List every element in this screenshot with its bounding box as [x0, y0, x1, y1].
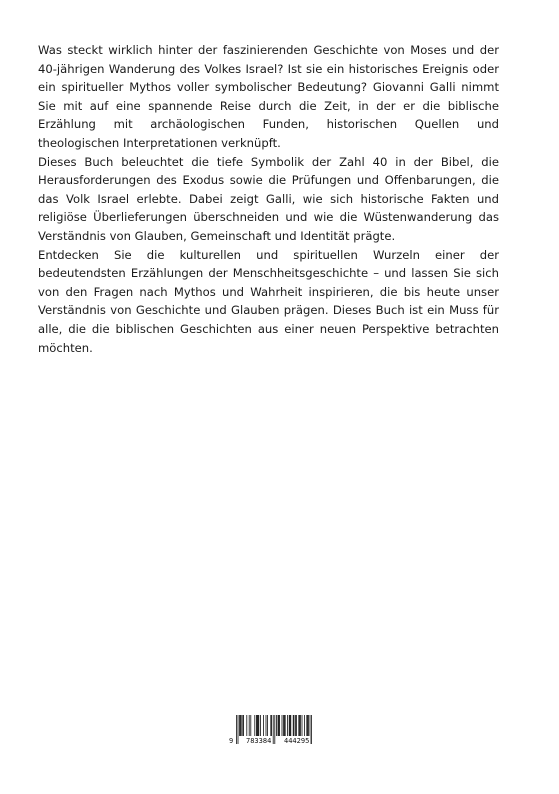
barcode-right-group: 444295	[284, 737, 310, 745]
barcode-bar	[299, 715, 300, 736]
barcode-bar	[246, 715, 247, 736]
barcode-bar	[284, 715, 285, 736]
barcode-bar	[285, 715, 286, 736]
barcode-bar	[279, 715, 280, 736]
barcode-bar	[256, 715, 257, 736]
barcode-bar	[260, 715, 261, 736]
barcode-bar	[304, 715, 305, 736]
barcode-bar	[276, 715, 277, 736]
barcode-bar	[249, 715, 250, 736]
barcode-left-group: 783384	[246, 737, 272, 745]
barcode-first-digit: 9	[229, 737, 234, 745]
barcode-bar	[258, 715, 259, 736]
barcode-bar	[296, 715, 297, 736]
barcode-bar	[307, 715, 308, 736]
blurb-paragraph-1: Was steckt wirklich hinter der faszinierenden Geschichte von Moses und der 40-jährigen Wanderung des Volkes Israel? Ist sie ein historisches Ereignis oder ein spiritueller Mythos voller symbolischer Bedeutung? Giovanni Galli nimmt Sie mit auf eine spannende Reise durch die Zeit, in der er die biblische Erzählung mit archäologischen Funden, historischen Quellen und theologischen Interpretationen verknüpft.	[38, 43, 499, 150]
blurb-paragraph-2: Dieses Buch beleuchtet die tiefe Symbolik der Zahl 40 in der Bibel, die Herausforderungen des Exodus sowie die Prüfungen und Offenbarungen, die das Volk Israel erlebte. Dabei zeigt Galli, wie sich historische Fakten und religiöse Überlieferungen überschneiden und wie die Wüstenwanderung das Verständnis von Glauben, Gemeinschaft und Identität prägte.	[38, 154, 499, 243]
barcode-bar	[243, 715, 244, 736]
barcode-bar	[254, 715, 255, 736]
barcode-bar	[271, 715, 272, 736]
barcode-bar	[289, 715, 290, 736]
barcode-bar	[308, 715, 309, 736]
barcode-bar	[295, 715, 296, 736]
barcode-bar	[270, 715, 271, 736]
barcode-bar	[241, 715, 242, 736]
barcode-bar	[278, 715, 279, 736]
blurb-paragraph-3: Entdecken Sie die kulturellen und spirituellen Wurzeln einer der bedeutendsten Erzählungen der Menschheitsgeschichte – und lassen Sie sich von den Fragen nach Mythos und Wahrheit inspirieren, die bis heute unser Verständnis von Geschichte und Glauben prägen. Dieses Buch ist ein Muss für alle, die die biblischen Geschichten aus einer neuen Perspektive betrachten möchten.	[38, 247, 499, 355]
barcode-bar	[298, 715, 299, 736]
barcode-bar	[267, 715, 268, 736]
barcode-digits	[228, 736, 319, 747]
barcode-bar	[300, 715, 301, 736]
barcode-bar	[250, 715, 251, 736]
barcode-bar	[257, 715, 258, 736]
barcode-bar	[294, 715, 295, 736]
barcode-bar	[278, 715, 279, 736]
barcode-bar	[302, 715, 303, 736]
barcode-bar	[306, 715, 307, 736]
barcode-bar	[240, 715, 241, 736]
barcode-bar	[266, 715, 267, 736]
barcode-bar	[263, 715, 264, 736]
barcode-bar	[239, 715, 240, 736]
barcode-bar	[290, 715, 291, 736]
back-cover-blurb	[38, 41, 499, 357]
barcode-bar	[282, 715, 283, 736]
barcode-bar	[283, 715, 284, 736]
barcode-bar	[242, 715, 243, 736]
barcode-bar	[293, 715, 294, 736]
barcode-bar	[258, 715, 259, 736]
barcode-bar	[290, 715, 291, 736]
barcode-bar	[287, 715, 288, 736]
